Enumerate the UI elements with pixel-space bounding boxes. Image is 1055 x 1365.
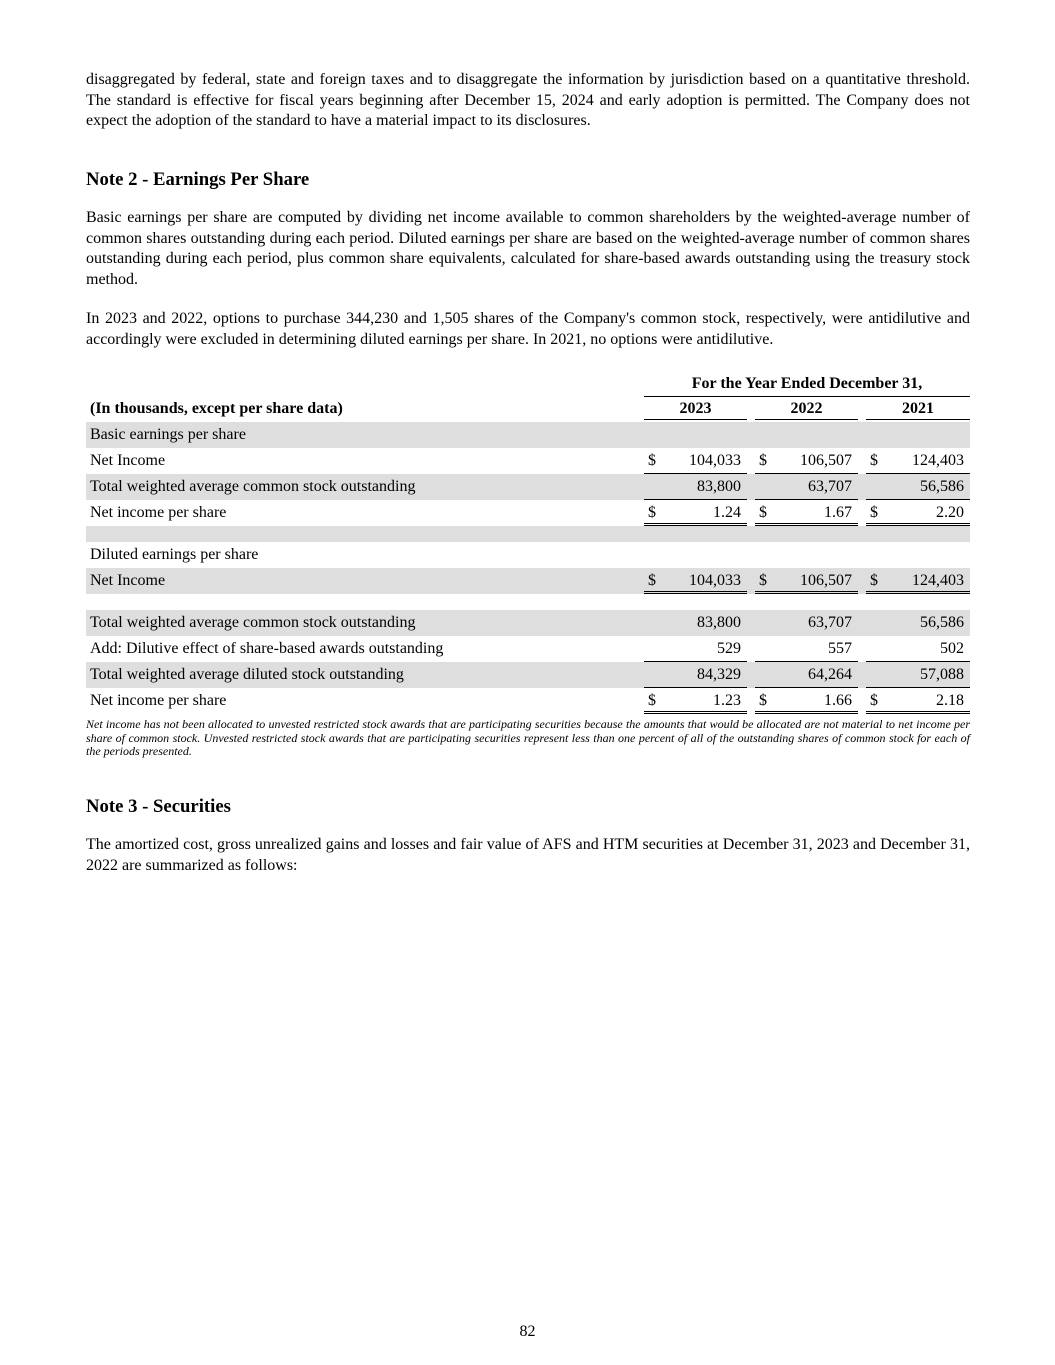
cell-value: 1.23	[713, 692, 741, 709]
note2-heading: Note 2 - Earnings Per Share	[86, 169, 310, 190]
cell-2021	[866, 474, 970, 500]
cell-value: 106,507	[800, 452, 852, 469]
cell-2023	[644, 500, 747, 526]
cell-value: 1.66	[824, 692, 852, 709]
currency-symbol: $	[648, 452, 656, 469]
cell-2022	[755, 636, 858, 662]
cell-value: 83,800	[697, 614, 741, 631]
table-span-header: For the Year Ended December 31,	[644, 374, 970, 397]
cell-2021	[866, 500, 970, 526]
cell-2023	[644, 610, 747, 636]
row-label: Net Income	[90, 572, 166, 589]
year-header-2021: 2021	[866, 400, 970, 420]
cell-2021	[866, 636, 970, 662]
cell-2022	[755, 568, 858, 594]
row-label: Total weighted average diluted stock outstanding	[90, 666, 404, 683]
table-row-diluted-net-income	[86, 568, 970, 594]
row-label: Total weighted average common stock outstanding	[90, 478, 416, 495]
currency-symbol: $	[648, 572, 656, 589]
eps-footnote: Net income has not been allocated to unvested restricted stock awards that are participating securities because the amounts that would be allocated are not material to net income per share of common stock. Unvested restricted stock awards that are participating securities represent less than one percent of all of the outstanding shares of common stock for each of the periods presented.	[86, 717, 970, 758]
cell-2021	[866, 448, 970, 474]
currency-symbol: $	[759, 452, 767, 469]
cell-2023	[644, 448, 747, 474]
cell-2022	[755, 688, 858, 714]
cell-2023	[644, 636, 747, 662]
cell-2023	[644, 662, 747, 688]
cell-2021	[866, 568, 970, 594]
cell-value: 2.20	[936, 504, 964, 521]
row-label: Net income per share	[90, 504, 227, 521]
row-label: Diluted earnings per share	[90, 546, 259, 563]
cell-2023	[644, 568, 747, 594]
currency-symbol: $	[870, 692, 878, 709]
cell-value: 2.18	[936, 692, 964, 709]
cell-2021	[866, 688, 970, 714]
securities-paragraph: The amortized cost, gross unrealized gains and losses and fair value of AFS and HTM securities at December 31, 2023 and December 31, 2022 are summarized as follows:	[86, 836, 970, 874]
cell-value: 1.67	[824, 504, 852, 521]
cell-2021	[866, 662, 970, 688]
cell-value: 104,033	[689, 452, 741, 469]
table-label-header: (In thousands, except per share data)	[90, 400, 343, 417]
year-header-2023: 2023	[644, 400, 747, 420]
currency-symbol: $	[648, 504, 656, 521]
cell-value: 104,033	[689, 572, 741, 589]
cell-value: 57,088	[920, 666, 964, 683]
cell-value: 1.24	[713, 504, 741, 521]
cell-2022	[755, 500, 858, 526]
currency-symbol: $	[870, 504, 878, 521]
cell-value: 83,800	[697, 478, 741, 495]
currency-symbol: $	[759, 692, 767, 709]
table-row-diluted-section	[86, 542, 970, 568]
cell-value: 84,329	[697, 666, 741, 683]
intro-paragraph: disaggregated by federal, state and foreign taxes and to disaggregate the information by jurisdiction based on a quantitative threshold. The standard is effective for fiscal years beginning after December 15, 2024 and early adoption is permitted. The Company does not expect the adoption of the standard to have a material impact to its disclosures.	[86, 71, 970, 130]
table-row-basic-eps	[86, 500, 970, 526]
eps-paragraph-2: In 2023 and 2022, options to purchase 344,230 and 1,505 shares of the Company's common stock, respectively, were antidilutive and accordingly were excluded in determining diluted earnings per share. In 2021, no options were antidilutive.	[86, 310, 970, 348]
cell-value: 64,264	[808, 666, 852, 683]
cell-2022	[755, 610, 858, 636]
table-row-diluted-eps	[86, 688, 970, 714]
table-row-diluted-weighted-shares	[86, 610, 970, 636]
cell-value: 56,586	[920, 478, 964, 495]
table-row-basic-net-income	[86, 448, 970, 474]
currency-symbol: $	[870, 452, 878, 469]
currency-symbol: $	[648, 692, 656, 709]
table-spacer-row	[86, 526, 970, 542]
note3-heading: Note 3 - Securities	[86, 796, 231, 817]
cell-2023	[644, 688, 747, 714]
cell-2023	[644, 474, 747, 500]
cell-value: 63,707	[808, 478, 852, 495]
cell-2022	[755, 662, 858, 688]
table-row-basic-section	[86, 422, 970, 448]
cell-value: 124,403	[912, 452, 964, 469]
currency-symbol: $	[870, 572, 878, 589]
table-row-dilutive-effect	[86, 636, 970, 662]
cell-value: 56,586	[920, 614, 964, 631]
cell-2021	[866, 610, 970, 636]
eps-paragraph-1: Basic earnings per share are computed by dividing net income available to common shareholders by the weighted-average number of common shares outstanding during each period. Diluted earnings per share are based on the weighted-average number of common shares outstanding during each period, plus common share equivalents, calculated for share-based awards outstanding using the treasury stock method.	[86, 209, 970, 288]
page-number: 82	[519, 1323, 536, 1340]
cell-2022	[755, 474, 858, 500]
cell-2022	[755, 448, 858, 474]
row-label: Total weighted average common stock outstanding	[90, 614, 416, 631]
table-row-basic-weighted-shares	[86, 474, 970, 500]
cell-value: 529	[717, 640, 741, 657]
cell-value: 502	[940, 640, 964, 657]
year-header-2022: 2022	[755, 400, 858, 420]
cell-value: 106,507	[800, 572, 852, 589]
currency-symbol: $	[759, 504, 767, 521]
row-label: Net income per share	[90, 692, 227, 709]
table-row-diluted-total-shares	[86, 662, 970, 688]
cell-value: 124,403	[912, 572, 964, 589]
row-label: Net Income	[90, 452, 166, 469]
cell-value: 63,707	[808, 614, 852, 631]
currency-symbol: $	[759, 572, 767, 589]
row-label: Add: Dilutive effect of share-based awards outstanding	[90, 640, 444, 657]
table-header-row	[86, 398, 970, 422]
cell-value: 557	[828, 640, 852, 657]
row-label: Basic earnings per share	[90, 426, 246, 443]
